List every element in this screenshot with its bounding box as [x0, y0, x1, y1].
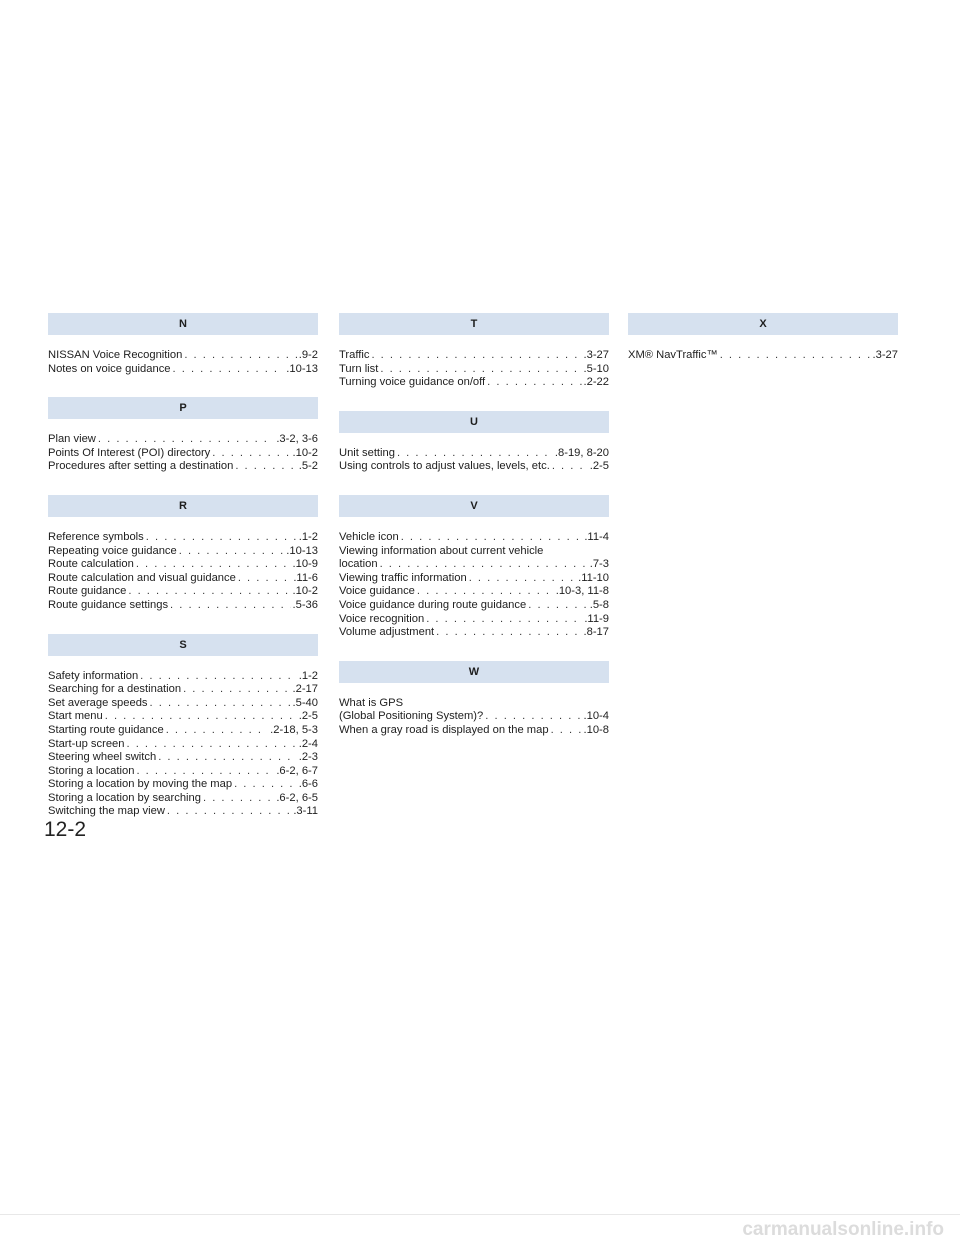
index-section — [48, 495, 318, 613]
index-entry — [48, 805, 318, 819]
entry-pages: .10-8 — [583, 723, 609, 736]
entry-label: Voice recognition — [339, 612, 425, 625]
dot-leader — [380, 363, 581, 377]
index-entry — [48, 545, 318, 559]
index-entry — [48, 751, 318, 765]
index-entry — [339, 572, 609, 586]
entry-label: Route guidance settings — [48, 598, 169, 611]
index-entry — [48, 778, 318, 792]
entry-label: Traffic — [339, 349, 370, 361]
entry-pages: .3-11 — [293, 805, 318, 818]
dot-leader — [136, 765, 274, 779]
section-letter-header: W — [339, 661, 609, 683]
dot-leader — [487, 376, 581, 390]
index-entry — [48, 697, 318, 711]
dot-leader — [401, 531, 583, 545]
entry-pages: .2-4 — [298, 737, 318, 750]
entry-label: Storing a location — [48, 764, 135, 777]
index-entry — [48, 738, 318, 752]
entry-label-continued: (Global Positioning System)? — [339, 710, 484, 723]
entry-label: Vehicle icon — [339, 530, 399, 543]
index-entry — [48, 683, 318, 697]
index-entry — [48, 558, 318, 572]
dot-leader — [551, 724, 582, 738]
index-entry — [339, 349, 609, 363]
entry-pages: .6-6 — [298, 778, 318, 791]
dot-leader — [417, 585, 554, 599]
dot-leader — [234, 778, 297, 792]
entry-pages: .2-18, 5-3 — [270, 723, 318, 736]
entry-pages: .8-19, 8-20 — [554, 446, 609, 459]
index-entry — [339, 724, 609, 738]
index-entry — [48, 460, 318, 474]
section-letter-header: P — [48, 397, 318, 419]
entry-label: Plan view — [48, 433, 96, 446]
entry-pages: .2-5 — [298, 710, 318, 723]
dot-leader — [485, 710, 581, 724]
index-entry — [339, 545, 609, 572]
entry-pages: .3-27 — [872, 349, 898, 361]
index-section — [48, 397, 318, 474]
entry-pages: .2-3 — [298, 751, 318, 764]
index-entry — [339, 447, 609, 461]
entry-label: Start-up screen — [48, 737, 125, 750]
index-entry — [339, 460, 609, 474]
index-entry — [339, 585, 609, 599]
dot-leader — [212, 447, 290, 461]
entry-label: Voice guidance during route guidance — [339, 598, 527, 611]
dot-leader — [436, 626, 581, 640]
dot-leader — [146, 531, 297, 545]
entry-pages: .11-9 — [584, 612, 609, 625]
entry-pages: .8-17 — [583, 626, 609, 639]
entry-pages: .2-17 — [292, 683, 318, 696]
dot-leader — [179, 545, 285, 559]
dot-leader — [140, 670, 297, 684]
dot-leader — [105, 710, 297, 724]
entry-label: Start menu — [48, 710, 103, 723]
dot-leader — [397, 447, 553, 461]
dot-leader — [552, 460, 588, 474]
entry-pages: .5-8 — [589, 598, 609, 611]
dot-leader — [136, 558, 291, 572]
index-entry — [339, 613, 609, 627]
index-column-1 — [48, 313, 318, 840]
entry-label: Volume adjustment — [339, 626, 435, 639]
dot-leader — [126, 738, 296, 752]
entry-label: Storing a location by moving the map — [48, 778, 233, 791]
entry-pages: .9-2 — [298, 349, 318, 361]
entry-label: Using controls to adjust values, levels, etc. — [339, 460, 550, 473]
index-entry — [339, 531, 609, 545]
entry-pages: .2-5 — [589, 460, 609, 473]
entry-pages: .10-3, 11-8 — [555, 585, 609, 598]
dot-leader — [528, 599, 587, 613]
entry-pages: .2-22 — [583, 376, 609, 389]
entry-pages: .11-6 — [293, 571, 318, 584]
index-column-2 — [339, 313, 609, 759]
dot-leader — [170, 599, 290, 613]
entry-label: Storing a location by searching — [48, 791, 201, 804]
index-entry — [48, 433, 318, 447]
dot-leader — [184, 349, 296, 363]
section-letter-header: T — [339, 313, 609, 335]
index-section — [339, 495, 609, 640]
entry-label: Route calculation — [48, 558, 134, 571]
index-entry — [48, 599, 318, 613]
index-entry — [339, 697, 609, 724]
entry-pages: .11-10 — [578, 571, 609, 584]
dot-leader — [426, 613, 582, 627]
index-entry — [48, 349, 318, 363]
section-letter-header: V — [339, 495, 609, 517]
index-entry — [48, 670, 318, 684]
index-section — [48, 313, 318, 376]
entry-label: Viewing traffic information — [339, 571, 467, 584]
entry-label: Voice guidance — [339, 585, 415, 598]
entry-pages: .5-40 — [292, 696, 318, 709]
dot-leader — [469, 572, 576, 586]
entry-pages: .7-3 — [589, 558, 609, 571]
entry-pages: .5-36 — [292, 598, 318, 611]
index-entry — [628, 349, 898, 363]
index-column-3 — [628, 313, 898, 384]
index-entry — [48, 363, 318, 377]
section-letter-header: U — [339, 411, 609, 433]
dot-leader — [166, 724, 268, 738]
entry-pages: .5-2 — [298, 460, 318, 473]
entry-label: Safety information — [48, 669, 139, 682]
entry-label: What is GPS — [339, 696, 404, 709]
dot-leader — [238, 572, 292, 586]
entry-label: Points Of Interest (POI) directory — [48, 446, 211, 459]
index-entry — [339, 376, 609, 390]
watermark: carmanualsonline.info — [742, 1219, 944, 1240]
section-letter-header: S — [48, 634, 318, 656]
entry-label: Route calculation and visual guidance — [48, 571, 236, 584]
dot-leader — [98, 433, 274, 447]
entry-label: When a gray road is displayed on the map — [339, 723, 549, 736]
index-section — [628, 313, 898, 363]
section-letter-header: X — [628, 313, 898, 335]
index-section — [339, 313, 609, 390]
entry-pages: .10-2 — [292, 585, 318, 598]
entry-label: Turning voice guidance on/off — [339, 376, 486, 389]
entry-label: Switching the map view — [48, 805, 165, 818]
index-section — [339, 411, 609, 474]
index-entry — [48, 585, 318, 599]
dot-leader — [158, 751, 297, 765]
entry-label: XM® NavTraffic™ — [628, 349, 718, 361]
entry-label: Reference symbols — [48, 530, 144, 543]
entry-label-continued: location — [339, 558, 378, 571]
index-entry — [339, 363, 609, 377]
index-entry — [48, 724, 318, 738]
entry-pages: .3-2, 3-6 — [276, 433, 318, 446]
dot-leader — [235, 460, 296, 474]
entry-label: Route guidance — [48, 585, 127, 598]
entry-pages: .10-9 — [292, 558, 318, 571]
index-entry — [48, 765, 318, 779]
entry-label: Steering wheel switch — [48, 751, 157, 764]
entry-pages: .1-2 — [298, 530, 318, 543]
entry-pages: .1-2 — [298, 669, 318, 682]
index-entry — [48, 710, 318, 724]
section-letter-header: R — [48, 495, 318, 517]
entry-pages: .11-4 — [584, 530, 609, 543]
footer-divider — [0, 1214, 960, 1215]
index-entry — [339, 626, 609, 640]
dot-leader — [183, 683, 290, 697]
dot-leader — [128, 585, 290, 599]
dot-leader — [173, 363, 285, 377]
entry-label: Turn list — [339, 362, 379, 375]
dot-leader — [150, 697, 291, 711]
dot-leader — [380, 558, 588, 572]
index-section — [339, 661, 609, 738]
index-entry — [48, 447, 318, 461]
index-section — [48, 634, 318, 820]
entry-pages: .10-13 — [286, 362, 318, 375]
section-letter-header: N — [48, 313, 318, 335]
index-entry — [48, 531, 318, 545]
entry-pages: .5-10 — [583, 362, 609, 375]
entry-pages: .10-13 — [286, 544, 318, 557]
entry-label: Starting route guidance — [48, 723, 164, 736]
entry-pages: .6-2, 6-7 — [276, 764, 318, 777]
entry-label: Repeating voice guidance — [48, 544, 177, 557]
entry-pages: .6-2, 6-5 — [276, 791, 318, 804]
entry-label: NISSAN Voice Recognition — [48, 349, 183, 361]
entry-pages: .3-27 — [583, 349, 609, 361]
entry-pages: .10-4 — [583, 710, 609, 723]
index-entry — [48, 792, 318, 806]
index-entry — [339, 599, 609, 613]
entry-label: Searching for a destination — [48, 683, 182, 696]
entry-label: Procedures after setting a destination — [48, 460, 234, 473]
dot-leader — [720, 349, 871, 363]
entry-label: Notes on voice guidance — [48, 362, 171, 375]
entry-pages: .10-2 — [292, 446, 318, 459]
page-number: 12-2 — [44, 818, 87, 841]
index-entry — [48, 572, 318, 586]
entry-label: Unit setting — [339, 446, 395, 459]
entry-label: Set average speeds — [48, 696, 148, 709]
entry-label: Viewing information about current vehicle — [339, 544, 544, 557]
dot-leader — [371, 349, 581, 363]
dot-leader — [167, 805, 291, 819]
dot-leader — [203, 792, 274, 806]
